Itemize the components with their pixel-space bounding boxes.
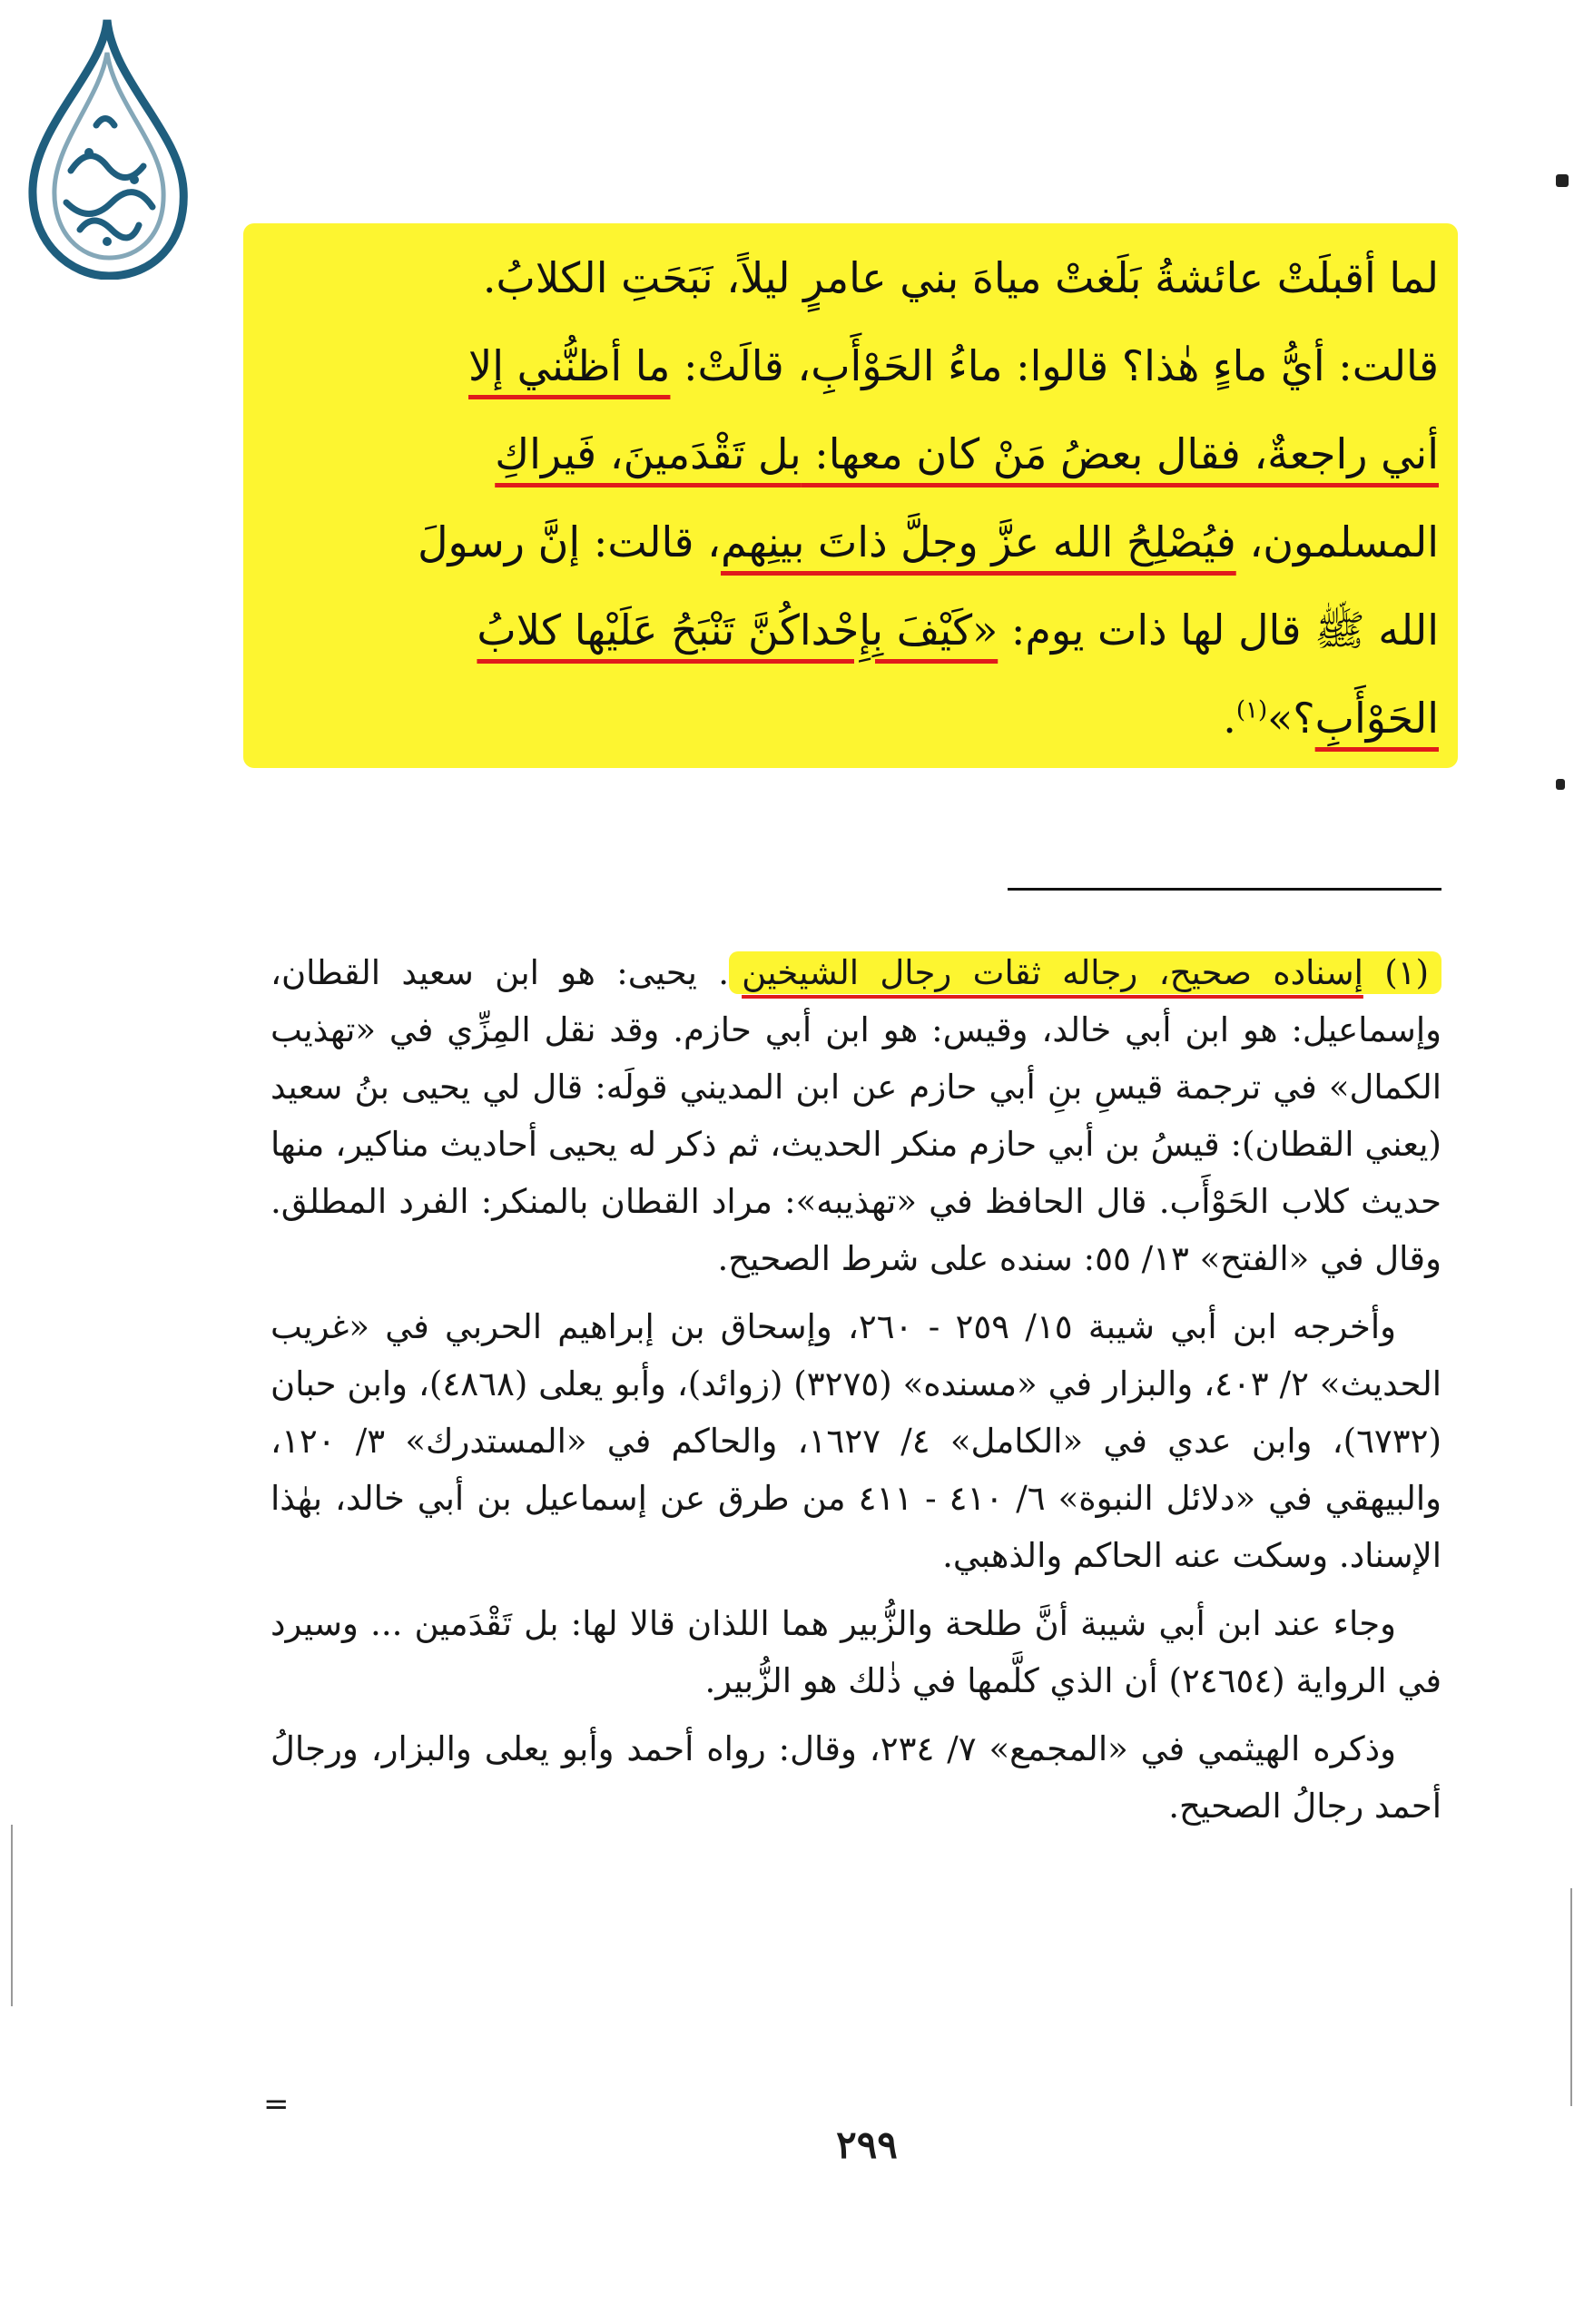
footnote-paragraph [271, 944, 1441, 1287]
hadith-text [259, 234, 1439, 763]
hadith-line: الحَوْأَبِ؟»$^{(١)}$. [1223, 694, 1439, 743]
margin-line-left [11, 1825, 13, 2006]
continuation-mark: = [263, 2086, 290, 2122]
footnote-text: وأخرجه ابن أبي شيبة ١٥/ ٢٥٩ - ٢٦٠، وإسحاق بن إبراهيم الحربي في «غريب الحديث» ٢/ ٤٠٣، والبزار في «مسنده» (٣٢٧٥) (زوائد)، وأبو يعلى (٤٨٦٨)، وابن حبان (٦٧٣٢)، وابن عدي في «الكامل» ٤/ ١٦٢٧، والحاكم في «المستدرك» ٣/ ١٢٠، والبيهقي في «دلائل النبوة» ٦/ ٤١٠ - ٤١١ من طرق عن إسماعيل بن أبي خالد، بهٰذا الإسناد. وسكت عنه الحاكم والذهبي. [271, 1307, 1442, 1575]
footnote-text: وجاء عند ابن أبي شيبة أنَّ طلحة والزُّبير هما اللذان قالا لها: بل تَقْدَمين ... وسيرد في الرواية (٢٤٦٥٤) أن الذي كلَّمها في ذٰلك هو الزُّبير. [271, 1604, 1441, 1700]
margin-mark-middle [1556, 779, 1565, 790]
hadith-line: لما أقبلَتْ عائشةُ بَلَغتْ مياهَ بني عامرٍ ليلاً، نَبَحَتِ الكلابُ. [482, 253, 1439, 302]
publisher-logo [16, 16, 198, 280]
footnote-text: . يحيى: هو ابن سعيد القطان، وإسماعيل: هو ابن أبي خالد، وقيس: هو ابن أبي حازم. وقد نقل المِزِّي في «تهذيب الكمال» في ترجمة قيسِ بنِ أبي حازم عن ابن المديني قولَه: قال لي يحيى بنُ سعيد (يعني القطان): قيسُ بن أبي حازم منكر الحديث، ثم ذكر له يحيى أحاديث مناكير، منها حديث كلاب الحَوْأَب. قال الحافظ في «تهذيبه»: مراد القطان بالمنكر: الفرد المطلق. وقال في «الفتح» ١٣/ ٥٥: سنده على شرط الصحيح. [271, 953, 1441, 1278]
footnote-separator [1008, 888, 1441, 891]
footnote-number: (١) [1384, 953, 1429, 992]
page-number: ٢٩٩ [836, 2122, 898, 2167]
footnote-highlight [729, 951, 1441, 994]
footnotes [271, 944, 1441, 1846]
margin-mark-top [1556, 174, 1569, 187]
underlined-phrase: بل تَقْدَمينَ، فَيراكِ [495, 429, 802, 478]
underlined-phrase: «كَيْفَ بِإِحْداكُنَّ تَنْبَحُ عَلَيْها كلابُ [477, 606, 999, 655]
hadith-line: قالت: أيُّ ماءٍ هٰذا؟ قالوا: ماءُ الحَوْأَبِ، قالَتْ: ما أظنُّني إلا [468, 341, 1439, 390]
underlined-phrase: فيُصْلِحُ الله عزَّ وجلَّ ذاتَ بينِهم [720, 517, 1236, 566]
hadith-line [259, 410, 1439, 498]
footnote-paragraph [271, 1595, 1441, 1709]
margin-line-right [1570, 1888, 1572, 2106]
footnote-highlighted-phrase: إسناده صحيح، رجاله ثقات رجال الشيخين [742, 953, 1363, 992]
hadith-line: الله ﷺ قال لها ذات يوم: «كَيْفَ بِإِحْداكُنَّ تَنْبَحُ عَلَيْها كلابُ [477, 606, 1439, 655]
footnote-ref[interactable]: (١) [1235, 696, 1268, 724]
underlined-phrase: أني راجعةٌ، فقال بعضُ مَنْ كان معها: [801, 429, 1439, 478]
underlined-phrase: ما أظنُّني إلا [468, 341, 671, 390]
hadith-line: المسلمون، فيُصْلِحُ الله عزَّ وجلَّ ذاتَ بينِهم، قالت: إنَّ رسولَ [418, 517, 1439, 566]
footnote-paragraph [271, 1298, 1441, 1584]
underlined-phrase: الحَوْأَبِ [1314, 694, 1439, 743]
footnote-paragraph [271, 1720, 1441, 1835]
footnote-text: وذكره الهيثمي في «المجمع» ٧/ ٢٣٤، وقال: رواه أحمد وأبو يعلى والبزار، ورجالُ أحمد رجالُ الصحيح. [271, 1729, 1441, 1826]
